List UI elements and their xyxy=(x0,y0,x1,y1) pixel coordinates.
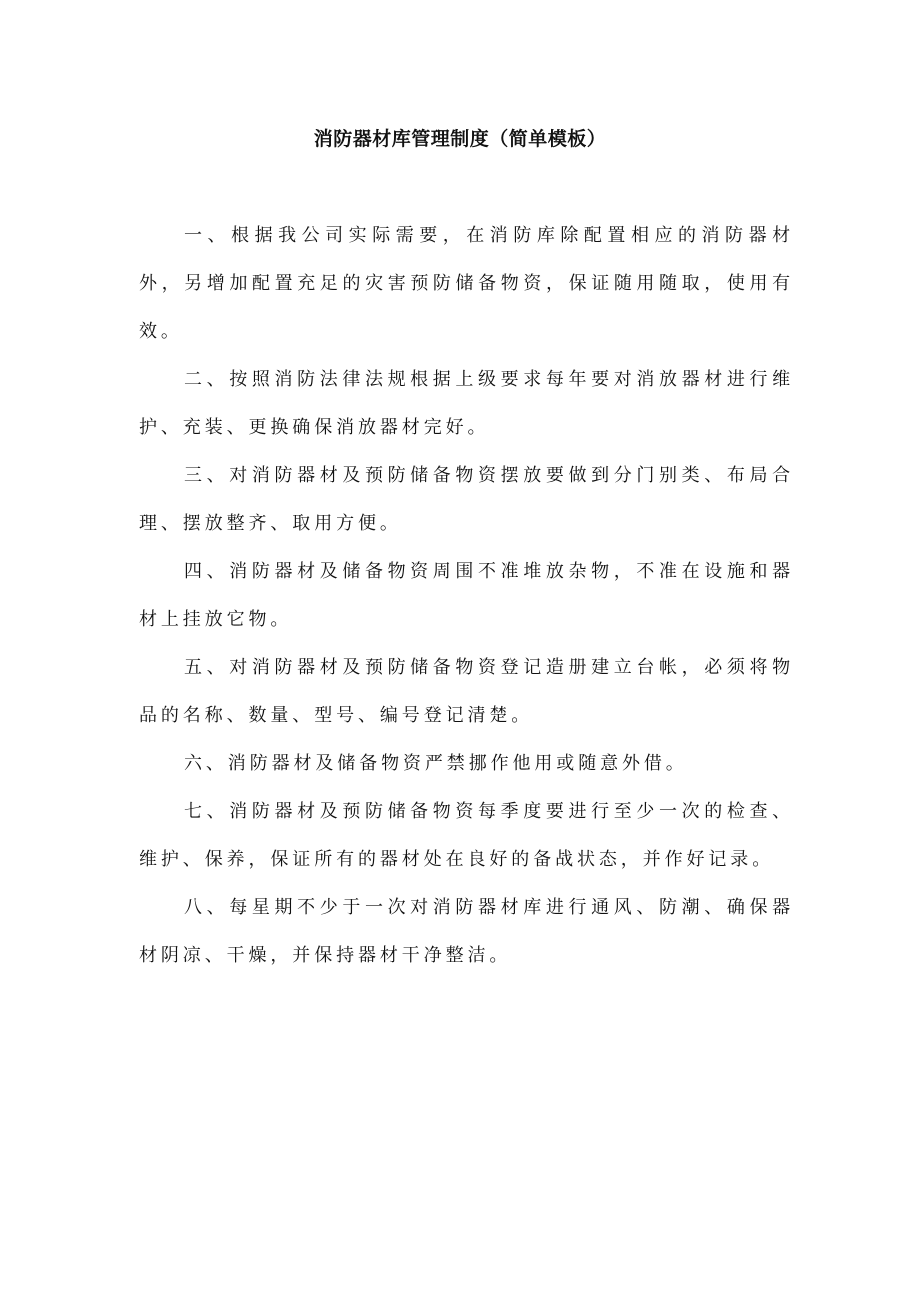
paragraph-8: 八、每星期不少于一次对消防器材库进行通风、防潮、确保器材阴凉、干燥，并保持器材干净整洁。 xyxy=(139,897,794,966)
paragraph-5: 五、对消防器材及预防储备物资登记造册建立台帐，必须将物品的名称、数量、型号、编号登记清楚。 xyxy=(139,657,794,726)
paragraph-2: 二、按照消防法律法规根据上级要求每年要对消放器材进行维护、充装、更换确保消放器材完好。 xyxy=(139,369,794,438)
document-body xyxy=(139,212,794,980)
paragraph-1: 一、根据我公司实际需要，在消防库除配置相应的消防器材外，另增加配置充足的灾害预防储备物资，保证随用随取，使用有效。 xyxy=(139,225,794,342)
document-title: 消防器材库管理制度（简单模板） xyxy=(313,128,607,150)
paragraph-6: 六、消防器材及储备物资严禁挪作他用或随意外借。 xyxy=(184,753,688,774)
paragraph-3: 三、对消防器材及预防储备物资摆放要做到分门别类、布局合理、摆放整齐、取用方便。 xyxy=(139,465,794,534)
paragraph-4: 四、消防器材及储备物资周围不准堆放杂物，不准在设施和器材上挂放它物。 xyxy=(139,561,794,630)
paragraph-7: 七、消防器材及预防储备物资每季度要进行至少一次的检查、维护、保养，保证所有的器材处在良好的备战状态，并作好记录。 xyxy=(139,801,794,870)
